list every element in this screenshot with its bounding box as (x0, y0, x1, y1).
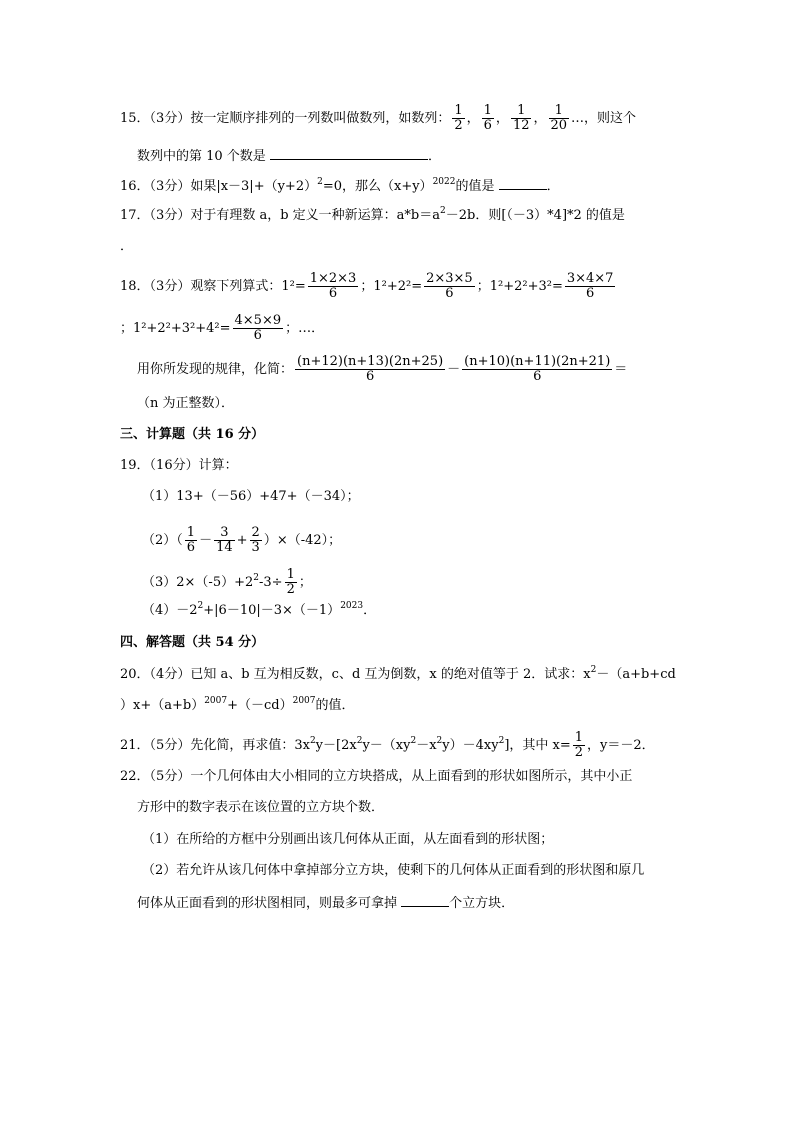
question-17: 17．（3分）对于有理数 a，b 定义一种新运算：$a*b=a^2-2b$．则[（－3）*4]*2 的值是 (120, 206, 625, 223)
question-21: 21．（5分）先化简，再求值：$3x^2y-[2x^2y-(xy^2-x^2y)-4xy^2]$，其中 x= $\frac{1}{2}$ ，y＝－2． (120, 730, 655, 760)
question-18: 18．（3分）观察下列算式：1²= $\frac{1\times 2\times 3}{6}$ ；1²+2²= $\frac{2\times 3\times 5}{6}$ ；1²+2²+3²= $\frac{3\times 4\times 7}{6}$ (120, 271, 614, 301)
question-20: 20．（4分）已知 a、b 互为相反数，c、d 互为倒数，x 的绝对值等于 2．试求：$x^2-(a+b+cd$ (120, 665, 676, 682)
question-22-line-2: 方形中的数字表示在该位置的立方块个数． (137, 800, 385, 815)
q22-part-2: （2）若允许从该几何体中拿掉部分立方块，使剩下的几何体从正面看到的形状图和原几 (142, 863, 645, 878)
q15-fraction-4: $\frac{1}{20}$ (550, 103, 568, 133)
section-4-heading: 四、解答题（共 54 分） (120, 635, 265, 650)
q20-number: 20．（4分） (120, 667, 191, 682)
q18-frac-3: $\frac{3\times 4\times 7}{6}$ (566, 271, 614, 301)
q15-fraction-2: $\frac{1}{6}$ (483, 103, 492, 133)
section-3-heading: 三、计算题（共 16 分） (120, 427, 265, 442)
question-17-line-2: ． (120, 239, 134, 254)
q19-p2-frac-1: $\frac{1}{6}$ (186, 525, 196, 555)
q15-text: 按一定顺序排列的一列数叫做数列，如数列： (190, 111, 451, 126)
q19-p3-frac: $\frac{1}{2}$ (286, 567, 295, 597)
q18-frac-5: $\frac{(n+12)(n+13)(2n+25)}{6}$ (297, 354, 444, 384)
q22-part-1: （1）在所给的方框中分别画出该几何体从正面，从左面看到的形状图； (142, 832, 554, 847)
q15-number: 15．（3分） (120, 111, 191, 126)
q15-fraction-3: $\frac{1}{12}$ (512, 103, 530, 133)
q22-number: 22．（5分） (120, 769, 191, 784)
q18-frac-1: $\frac{1\times 2\times 3}{6}$ (309, 271, 357, 301)
answer-blank-16[interactable] (499, 177, 547, 190)
q19-part-2: （2）（ $\frac{1}{6}$ － $\frac{3}{14}$ + $\frac{2}{3}$ ）×（-42）； (142, 525, 342, 555)
q17-number: 17．（3分） (120, 208, 191, 223)
answer-blank-15[interactable] (270, 147, 428, 160)
q18-number: 18．（3分） (120, 279, 191, 294)
question-18-line-3: 用你所发现的规律，化简： $\frac{(n+12)(n+13)(2n+25)}{6}$ － $\frac{(n+10)(n+11)(2n+21)}{6}$ ＝ (137, 354, 628, 384)
question-20-line-2: ）$x+(a+b)^{2007}+(-cd)^{2007}$的值． (120, 696, 355, 713)
question-16: 16．（3分）如果$|x-3|+(y+2)^2=0$，那么$(x+y)^{2022}$的值是 ． (120, 177, 560, 194)
q15-tail: …，则这个 (571, 111, 637, 126)
question-18-line-4: （n 为正整数）． (137, 396, 235, 411)
q18-frac-6: $\frac{(n+10)(n+11)(2n+21)}{6}$ (464, 354, 611, 384)
q19-p2-frac-3: $\frac{2}{3}$ (251, 525, 260, 555)
question-18-line-2: ；1²+2²+3²+4²= $\frac{4\times 5\times 9}{6}$ ；…． (120, 313, 325, 343)
q22-part-2-line-2: 何体从正面看到的形状图相同，则最多可拿掉 个立方块． (137, 896, 515, 911)
q19-part-3: $(3)2\times(-5)+2^2-3\div$ $\frac{1}{2}$ ； (142, 567, 312, 597)
q21-frac: $\frac{1}{2}$ (574, 730, 584, 760)
q18-frac-4: $\frac{4\times 5\times 9}{6}$ (234, 313, 282, 343)
question-15: 15．（3分）按一定顺序排列的一列数叫做数列，如数列： $\frac{1}{2}$ ， $\frac{1}{6}$ ， $\frac{1}{12}$ ， $\frac{1}{20}$ …，则这个 (120, 103, 637, 133)
answer-blank-22[interactable] (401, 894, 449, 907)
q19-p2-frac-2: $\frac{3}{14}$ (216, 525, 233, 555)
q19-part-4: $(4)-2^2+|6-10|-3\times(-1)^{2023}$． (142, 601, 377, 618)
question-15-line-2: 数列中的第 10 个数是 ． (137, 149, 441, 164)
q15-fraction-1: $\frac{1}{2}$ (454, 103, 463, 133)
q19-number: 19．（16分） (120, 458, 199, 473)
question-22: 22．（5分）一个几何体由大小相同的立方块搭成，从上面看到的形状如图所示，其中小正 (120, 769, 633, 784)
q19-part-1: （1）13+（－56）+47+（－34）； (142, 489, 360, 504)
q18-frac-2: $\frac{2\times 3\times 5}{6}$ (426, 271, 473, 301)
question-19: 19．（16分）计算： (120, 458, 238, 473)
q16-number: 16．（3分） (120, 179, 191, 194)
q21-number: 21．（5分） (120, 738, 191, 753)
